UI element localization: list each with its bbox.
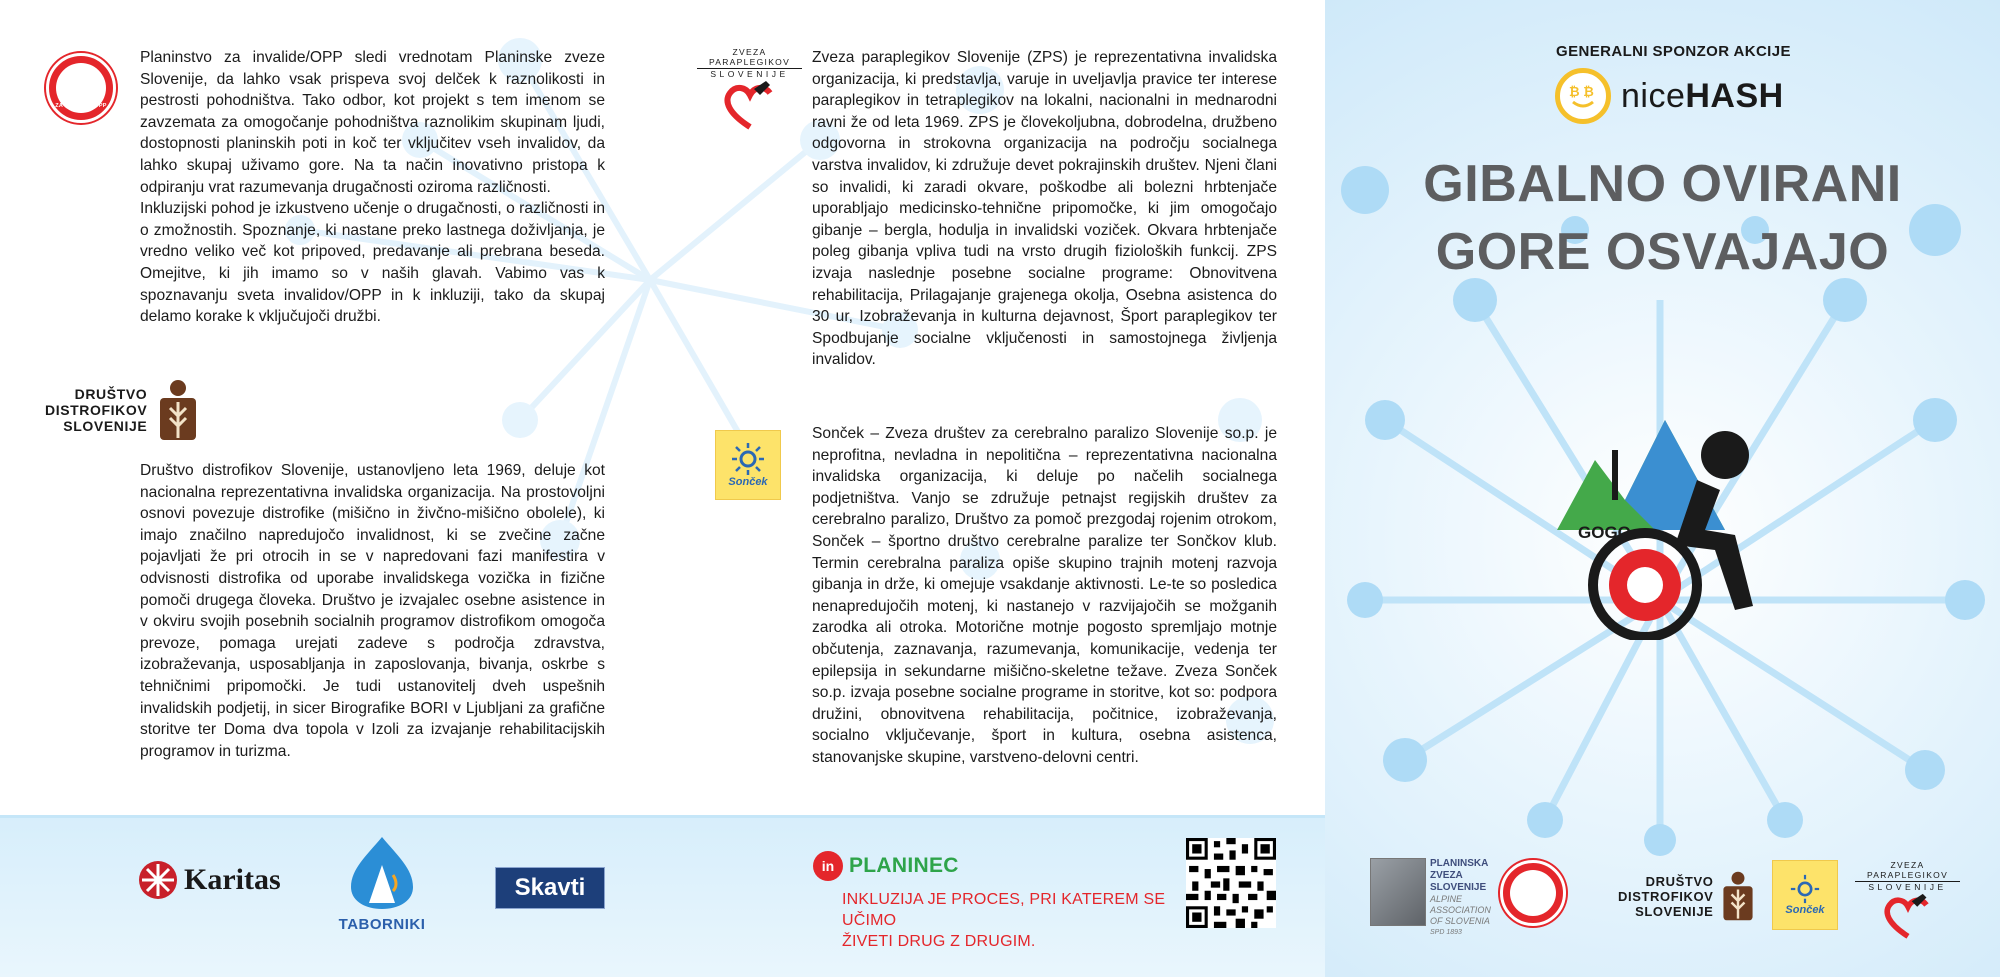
nicehash-name-bold: HASH bbox=[1685, 76, 1784, 115]
inclusion-slogan bbox=[842, 889, 1172, 952]
skavti-logo: Skavti bbox=[495, 867, 605, 909]
soncek-description: Sonček – Zveza društev za cerebralno paralizo Slovenije so.p. je neprofitna, nevladna in nepolitična – reprezentativna nacionalna invalidska organizacija, ki deluje po načelih socialnega podjetništva. Vanjo se združuje petnajst regijskih društev za cerebralno paralizo, Društvo za pomoč prezgodaj rojenim otrokom, Sonček – športno društvo cerebralne paralize ter Sončkov klub. Termin cerebralna paraliza opiše skupino trajnih motenj razvoja gibanja in drže, ki omejuje vsakdanje aktivnosti. Le-te so posledica nenapredujočih motenj, ki nastanejo v razvijajočih se možganih zarodka ali otroka. Motorične motnje pogosto spremljajo motnje občutenja, zaznavanja, razumevanja, komunikacije, vedenja ter epilepsija in sekundarne mišično-skeletne težave. Zveza Sonček so.p. izvaja posebne socialne programe in storitve, kot so: podpora družini, obnovitvena rehabilitacija, počitnice, izobraževanja, socialno vključevanje, šport in kultura, osebna asistenca, stanovanjske skupine, varstveno-delovni centri. bbox=[812, 425, 1277, 766]
zps-description: Zveza paraplegikov Slovenije (ZPS) je reprezentativna invalidska organizacija, ki predstavlja, varuje in uveljavlja pravice ter interese paraplegikov in tetraplegikov na lokalni, nacionalni in mednarodni ravni že od leta 1969. ZPS je človekoljubna, dobrodelna, družbeno odgovorna in strokovna organizacija na področju socialnega varstva invalidov, ki združuje devet pokrajinskih društev. Njeni člani so invalidi, ki zaradi okvare, poškodbe ali bolezni hrbtenjače uporabljajo medicinsko-tehnične pripomočke, ki jim omogočajo gibanje – bergla, hodulja in invalidski voziček. Okvara hrbtenjače poleg gibanja vpliva tudi na vrsto drugih fizioloških funkcij. ZPS izvaja naslednje posebne socialne programe: Obnovitvena rehabilitacija, Prilagajanje grajenega okolja, Osebna asistenca do 30 ur, Izobraževanja in kulturna dejavnost, Šport paraplegikov ter Spodbujanje socialne vključenosti in samostojnega življenja invalidov. bbox=[812, 49, 1277, 369]
pzs-sub-3: OF SLOVENIA bbox=[1430, 916, 1490, 926]
cover-distrofiki-line-3: SLOVENIJE bbox=[1635, 903, 1714, 919]
cover-sun-icon bbox=[1790, 874, 1820, 904]
pzs-opp-logo bbox=[46, 53, 116, 123]
cover-pzs-opp-logo bbox=[1500, 860, 1566, 926]
pzs-paragraph-1: Planinstvo za invalide/OPP sledi vrednotam Planinske zveze Slovenije, da lahko vsak prispeva svoj delček k raznolikosti in pestrosti pohodništva. Tako odbor, kot projekt s tem imenom se zavzemata za omogočanje pohodništva raznolikim skupinam ljudi, dostopnosti planinskih poti in koč ter vključitev vseh invalidov, da lahko skupaj uživamo gore. Na ta način inovativno pristopa k odpiranju vrat razumevanja drugačnosti oziroma različnosti. bbox=[140, 49, 605, 196]
distrofiki-line-1: DRUŠTVO bbox=[74, 386, 148, 402]
cover-distrofiki-line-1: DRUŠTVO bbox=[1645, 873, 1714, 889]
pzs-sub-2: ASSOCIATION bbox=[1430, 905, 1491, 915]
pzs-sub-1: ALPINE bbox=[1430, 894, 1463, 904]
heart-hand-icon bbox=[720, 79, 780, 131]
pzs-paragraph-2: Inkluzijski pohod je izkustveno učenje o drugačnosti, o različnosti in o zmožnostih. Spoznanje, ki nastane preko lastnega doživljanja, je vredno veliko več kot pripoved, predavanje ali prebrana beseda. Omejitve, ki jih imamo so v naših glavah. Vabimo vas k spoznavanju sveta invalidov/OPP in k inkluziji, tako da skupaj delamo korake k vključujoči družbi. bbox=[140, 200, 605, 326]
gogo-label: GOGO bbox=[1578, 523, 1631, 542]
pzs-line-2: ZVEZA bbox=[1430, 870, 1463, 881]
sun-icon bbox=[731, 442, 765, 476]
pzs-line-1: PLANINSKA bbox=[1430, 858, 1489, 869]
wheat-icon bbox=[157, 378, 199, 442]
zps-logo-line-1: ZVEZA PARAPLEGIKOV bbox=[697, 47, 802, 69]
cover-soncek-text: Sonček bbox=[1785, 904, 1825, 916]
cover-zps-line-2: SLOVENIJE bbox=[1868, 882, 1947, 892]
nicehash-logo bbox=[1555, 68, 1784, 124]
inplaninec-name: PLANINEC bbox=[849, 854, 959, 877]
cover-soncek-logo bbox=[1772, 860, 1838, 930]
distrofiki-description: Društvo distrofikov Slovenije, ustanovljeno leta 1969, deluje kot nacionalna reprezentativna invalidska organizacija. Na prostovoljni osnovi povezuje distrofike (mišično in živčno-mišično obolele), ki imajo značilno napredujočo invalidnost, ki se zvečine začne pojavljati že pri otrocih in se v napredovani fazi manifestira v odvisnosti distrofika od uporabe invalidskega vozička in fizične pomoči drugega človeka. Društvo je izvajalec osebne asistence in v okviru svojih posebnih socialnih programov distrofikom omogoča prevoze, pomaga urejati zadeve s področja zdravstva, izobraževanja, usposabljanja in zaposlovanja, bivanja, oskrbe s tehničnimi pripomočki. Je tudi ustanovitelj dveh uspešnih invalidskih podjetij, in sicer Birografike BORI v Ljubljani za grafične storitve ter Doma dva topola v Izoli za izvajanje rehabilitacijskih programov in turizma. bbox=[140, 462, 605, 760]
pzs-logo bbox=[1370, 858, 1491, 938]
nicehash-smiley-icon bbox=[1555, 68, 1611, 124]
zps-logo bbox=[697, 47, 802, 136]
svg-text:₿ ₿: ₿ ₿ bbox=[1569, 84, 1594, 99]
inplaninec-logo bbox=[813, 851, 959, 881]
cover-distrofiki-logo bbox=[1618, 868, 1755, 924]
in-badge: in bbox=[813, 851, 843, 881]
cover-zps-line-1: ZVEZA PARAPLEGIKOV bbox=[1855, 860, 1960, 882]
karitas-cross-icon bbox=[138, 860, 178, 900]
pzs-mountain-icon bbox=[1370, 858, 1426, 926]
qr-code[interactable] bbox=[1186, 838, 1276, 928]
pzs-year: SPD 1893 bbox=[1430, 929, 1462, 936]
distrofiki-line-3: SLOVENIJE bbox=[63, 418, 148, 434]
karitas-name: Karitas bbox=[184, 863, 281, 896]
distrofiki-logo bbox=[45, 378, 199, 442]
slogan-line-2: ŽIVETI DRUG Z DRUGIM. bbox=[842, 933, 1036, 950]
pzs-opp-logo-text: ZA INVALIDE/OPP bbox=[55, 103, 107, 109]
taborniki-logo bbox=[327, 835, 437, 933]
cover-title-line-2: GORE OSVAJAJO bbox=[1435, 223, 1890, 281]
taborniki-name: TABORNIKI bbox=[338, 916, 426, 933]
pzs-line-3: SLOVENIJE bbox=[1430, 882, 1487, 893]
cover-heart-hand-icon bbox=[1880, 892, 1936, 940]
soncek-logo-text: Sonček bbox=[728, 476, 768, 488]
zps-logo-line-2: SLOVENIJE bbox=[710, 69, 789, 79]
cover-wheat-icon bbox=[1721, 868, 1755, 924]
slogan-line-1: INKLUZIJA JE PROCES, PRI KATEREM SE UČIMO bbox=[842, 891, 1166, 929]
cover-partner-logos bbox=[1370, 858, 1491, 938]
distrofiki-line-2: DISTROFIKOV bbox=[45, 402, 148, 418]
pzs-description bbox=[140, 47, 605, 328]
sponsor-label: GENERALNI SPONZOR AKCIJE bbox=[1556, 43, 1791, 60]
soncek-logo bbox=[715, 430, 781, 500]
cover-distrofiki-line-2: DISTROFIKOV bbox=[1618, 888, 1714, 904]
nicehash-name-light: nice bbox=[1621, 76, 1686, 115]
cover-title-line-1: GIBALNO OVIRANI bbox=[1423, 155, 1902, 213]
taborniki-flame-icon bbox=[347, 835, 417, 911]
karitas-logo bbox=[138, 860, 281, 900]
cover-title bbox=[1365, 150, 1960, 286]
cover-zps-logo bbox=[1855, 860, 1960, 945]
